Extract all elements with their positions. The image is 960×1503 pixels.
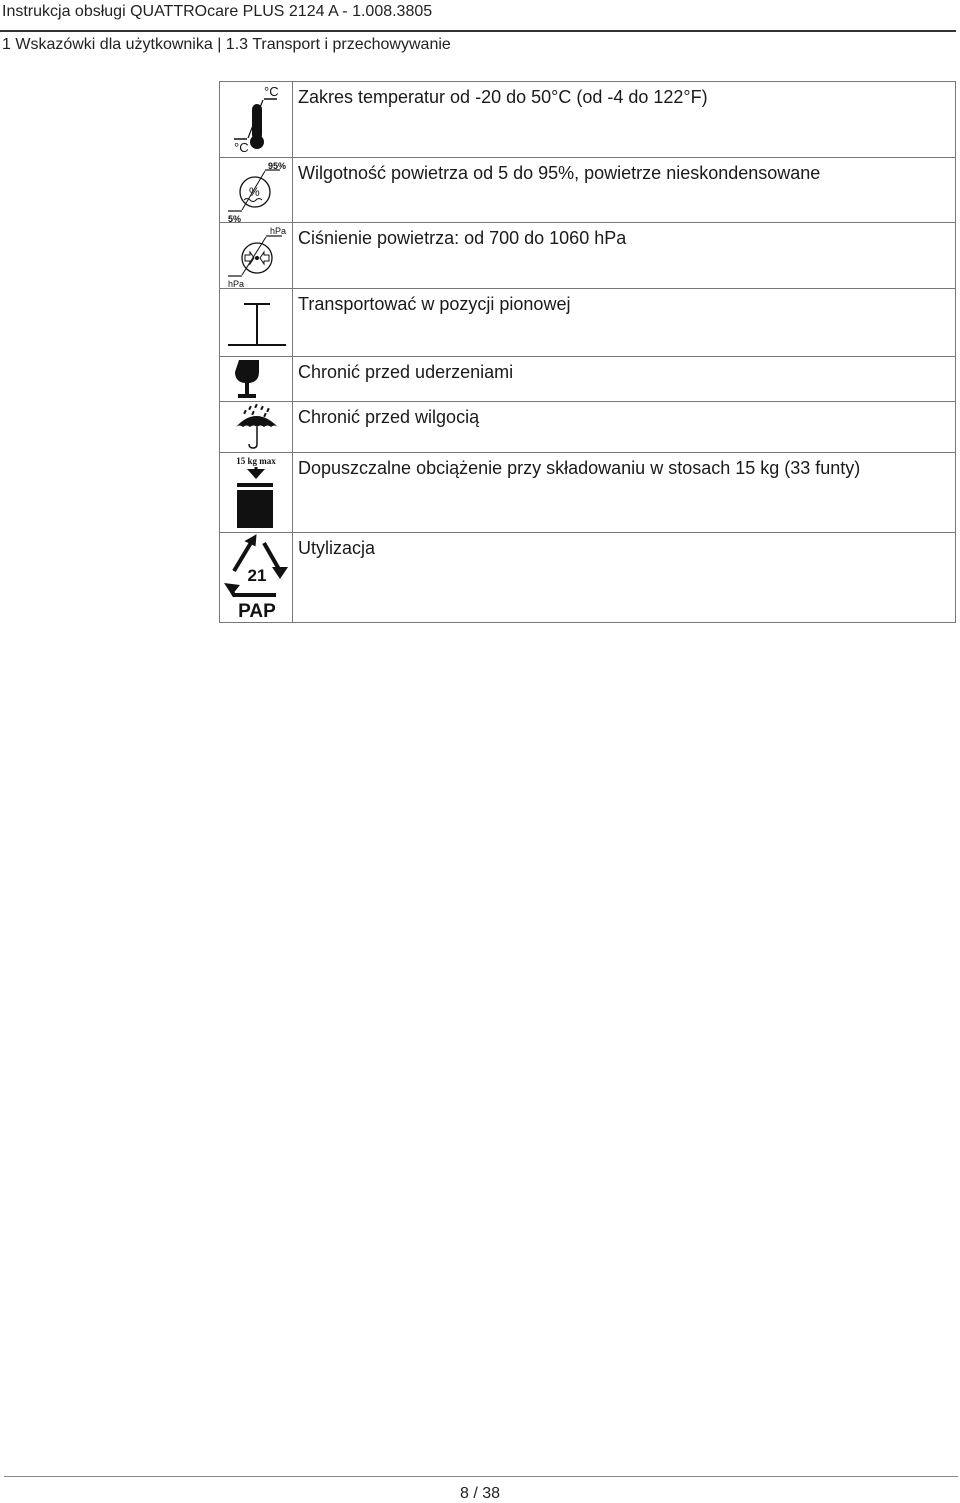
icon-cell <box>220 357 293 402</box>
icon-cell <box>220 158 293 223</box>
icon-cell <box>220 289 293 357</box>
footer-divider <box>4 1476 958 1477</box>
svg-text:95%: 95% <box>268 161 287 171</box>
pressure-range-icon <box>220 223 292 288</box>
svg-text:15 kg max: 15 kg max <box>236 456 276 466</box>
icon-cell <box>220 453 293 533</box>
row-description: Ciśnienie powietrza: od 700 do 1060 hPa <box>293 223 956 289</box>
table-row <box>220 357 956 402</box>
table-row <box>220 453 956 533</box>
table-row <box>220 289 956 357</box>
recycling-pap-21-icon <box>220 533 292 622</box>
row-description: Zakres temperatur od -20 do 50°C (od -4 do 122°F) <box>293 82 956 158</box>
svg-text:hPa: hPa <box>270 226 287 236</box>
header-divider <box>0 30 956 32</box>
humidity-range-icon <box>220 158 292 222</box>
page-number: 8 / 38 <box>459 1485 501 1502</box>
svg-text:PAP: PAP <box>238 601 276 622</box>
this-way-up-icon <box>220 289 292 356</box>
icon-cell <box>220 223 293 289</box>
table-row <box>220 223 956 289</box>
icon-cell <box>220 402 293 453</box>
row-description: Transportować w pozycji pionowej <box>293 289 956 357</box>
row-description: Utylizacja <box>293 533 956 623</box>
keep-dry-umbrella-icon <box>220 402 292 452</box>
table-row <box>220 533 956 623</box>
svg-text:hPa: hPa <box>228 279 245 288</box>
icon-cell <box>220 533 293 623</box>
svg-text:21: 21 <box>247 566 267 585</box>
svg-text:%: % <box>249 185 260 199</box>
fragile-glass-icon <box>220 357 292 401</box>
row-description: Wilgotność powietrza od 5 do 95%, powietrze nieskondensowane <box>293 158 956 223</box>
table-row <box>220 82 956 158</box>
stacking-limit-icon <box>220 453 292 532</box>
row-description: Dopuszczalne obciążenie przy składowaniu w stosach 15 kg (33 funty) <box>293 453 956 533</box>
row-description: Chronić przed wilgocią <box>293 402 956 453</box>
row-description: Chronić przed uderzeniami <box>293 357 956 402</box>
table-row <box>220 402 956 453</box>
temperature-range-icon <box>220 82 292 157</box>
breadcrumb: 1 Wskazówki dla użytkownika | 1.3 Transport i przechowywanie <box>2 36 451 53</box>
document-title: Instrukcja obsługi QUATTROcare PLUS 2124 A - 1.008.3805 <box>2 3 433 20</box>
svg-text:5%: 5% <box>228 214 242 222</box>
svg-text:°C: °C <box>234 140 249 155</box>
table-row <box>220 158 956 223</box>
icon-cell <box>220 82 293 158</box>
storage-symbols-table <box>219 81 956 623</box>
svg-text:°C: °C <box>264 84 279 99</box>
